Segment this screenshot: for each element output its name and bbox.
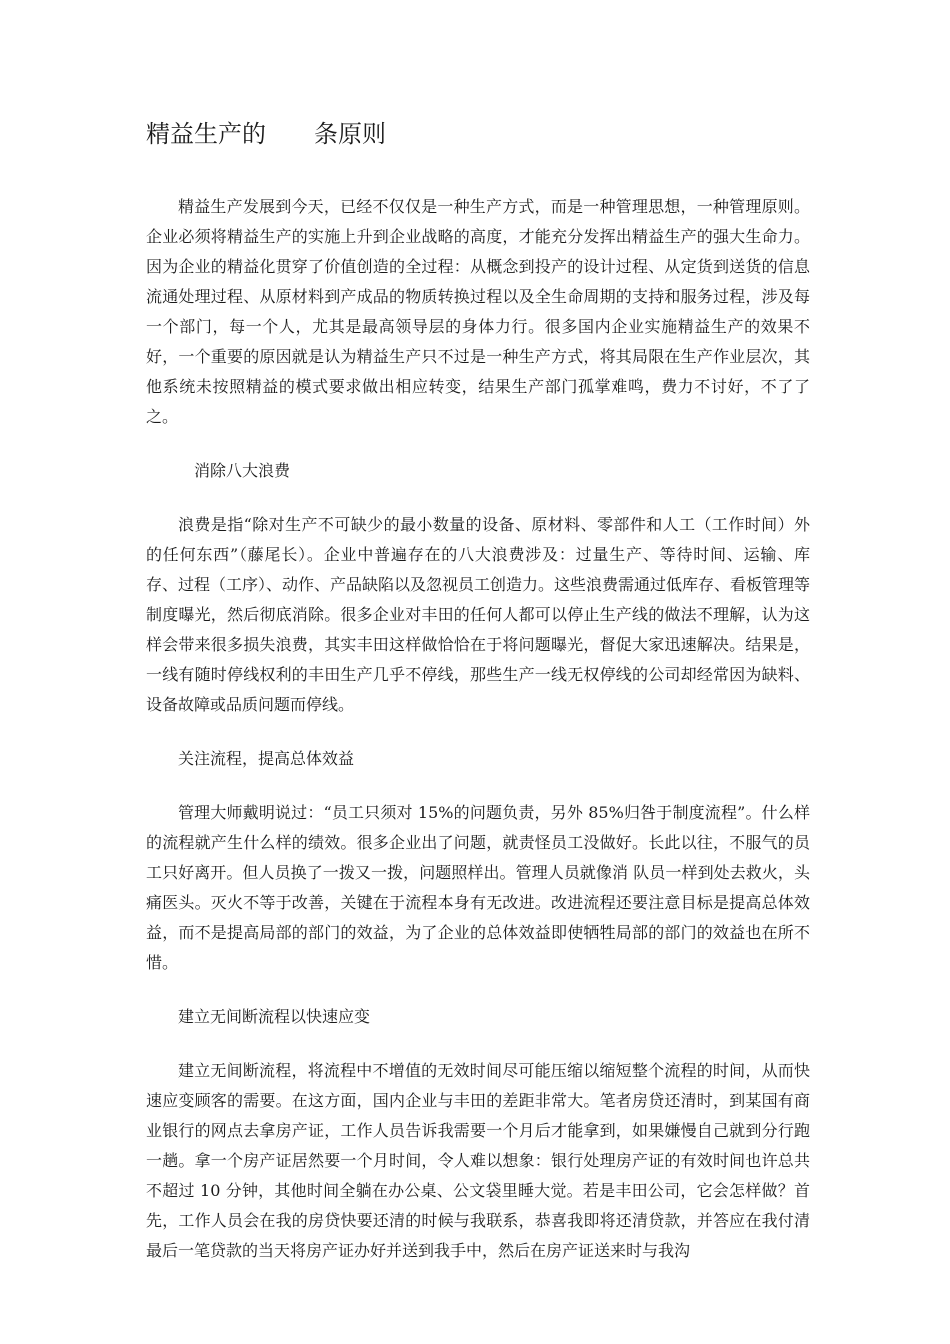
section-body-focus-process: 管理大师戴明说过：“员工只须对 15%的问题负责，另外 85%归咎于制度流程”。什么样的流程就产生什么样的绩效。很多企业出了问题，就责怪员工没做好。长此以往，不服气的员工只好离开。但人员换了一拨又一拨，问题照样出。管理人员就像消 队员一样到处去救火，头痛医头。灭火不等于改善，关键在于流程本身有无改进。改进流程还要注意目标是提高总体效益，而不是提高局部的部门的效益，为了企业的总体效益即使牺牲局部的部门的效益也在所不惜。	[146, 803, 810, 972]
section-heading-eliminate-waste: 消除八大浪费	[194, 461, 291, 480]
section-body-continuous-flow: 建立无间断流程，将流程中不增值的无效时间尽可能压缩以缩短整个流程的时间，从而快速应变顾客的需要。在这方面，国内企业与丰田的差距非常大。笔者房贷还清时，到某国有商业银行的网点去拿房产证，工作人员告诉我需要一个月后才能拿到，如果嫌慢自己就到分行跑一趟。拿一个房产证居然要一个月时间，令人难以想象：银行处理房产证的有效时间也许总共不超过 10 分钟，其他时间全躺在办公桌、公文袋里睡大觉。若是丰田公司，它会怎样做？首先，工作人员会在我的房贷快要还清的时候与我联系，恭喜我即将还清贷款，并答应在我付清最后一笔贷款的当天将房产证办好并送到我手中，然后在房产证送来时与我沟	[146, 1061, 810, 1260]
intro-paragraph: 精益生产发展到今天，已经不仅仅是一种生产方式，而是一种管理思想，一种管理原则。企业必须将精益生产的实施上升到企业战略的高度，才能充分发挥出精益生产的强大生命力。因为企业的精益化贯穿了价值创造的全过程：从概念到投产的设计过程、从定货到送货的信息流通处理过程、从原材料到产成品的物质转换过程以及全生命周期的支持和服务过程，涉及每一个部门，每一个人，尤其是最高领导层的身体力行。很多国内企业实施精益生产的效果不好，一个重要的原因就是认为精益生产只不过是一种生产方式，将其局限在生产作业层次，其他系统未按照精益的模式要求做出相应转变，结果生产部门孤掌难鸣，费力不讨好，不了了之。	[146, 197, 810, 426]
section-heading-continuous-flow: 建立无间断流程以快速应变	[178, 1007, 371, 1026]
section-heading-focus-process: 关注流程，提高总体效益	[178, 749, 355, 768]
document-title: 精益生产的 条原则	[146, 120, 386, 148]
section-body-eliminate-waste: 浪费是指“除对生产不可缺少的最小数量的设备、原材料、零部件和人工（工作时间）外的任何东西”（藤尾长）。企业中普遍存在的八大浪费涉及：过量生产、等待时间、运输、库存、过程（工序）、动作、产品缺陷以及忽视员工创造力。这些浪费需通过低库存、看板管理等制度曝光，然后彻底消除。很多企业对丰田的任何人都可以停止生产线的做法不理解，认为这样会带来很多损失浪费，其实丰田这样做恰恰在于将问题曝光，督促大家迅速解决。结果是，一线有随时停线权利的丰田生产几乎不停线，那些生产一线无权停线的公司却经常因为缺料、设备故障或品质问题而停线。	[146, 515, 811, 714]
document-body	[146, 192, 810, 1290]
